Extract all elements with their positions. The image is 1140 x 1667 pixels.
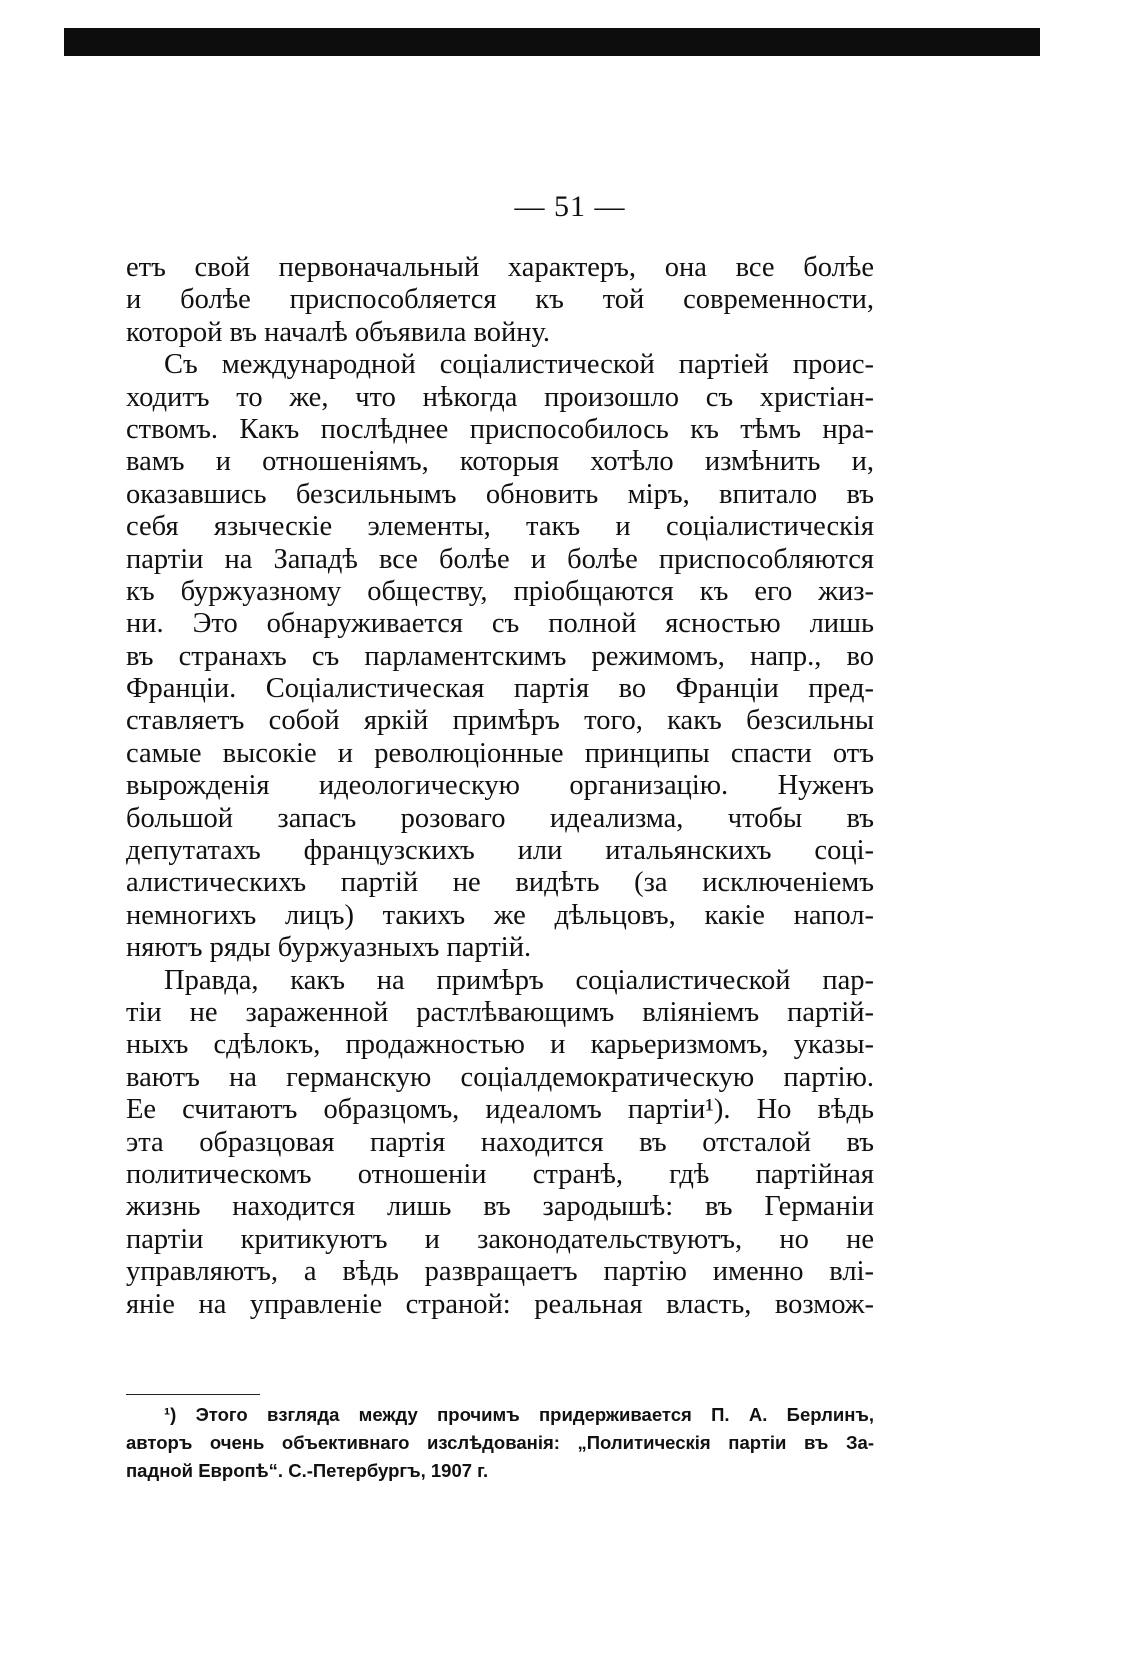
text-line: ныхъ сдѣлокъ, продажностью и карьеризмомъ, указы- <box>126 1029 874 1061</box>
text-line: въ странахъ съ парламентскимъ режимомъ, напр., во <box>126 640 874 672</box>
text-line: ставляетъ собой яркій примѣръ того, какъ безсильны <box>126 705 874 737</box>
text-line: оказавшись безсильнымъ обновить міръ, впитало въ <box>126 478 874 510</box>
text-line: ствомъ. Какъ послѣднее приспособилось къ тѣмъ нра- <box>126 413 874 445</box>
text-line: управляютъ, а вѣдь развращаетъ партію именно влі- <box>126 1256 874 1288</box>
text-line: эта образцовая партія находится въ отсталой въ <box>126 1126 874 1158</box>
text-line: тіи не зараженной растлѣвающимъ вліяніемъ партій- <box>126 996 874 1028</box>
text-line: Франціи. Соціалистическая партія во Франціи пред- <box>126 673 874 705</box>
text-line: къ буржуазному обществу, пріобщаются къ его жиз- <box>126 575 874 607</box>
text-line: Правда, какъ на примѣръ соціалистической пар- <box>164 964 874 996</box>
body-text <box>126 252 874 1321</box>
text-line: жизнь находится лишь въ зародышѣ: въ Германіи <box>126 1191 874 1223</box>
text-line: политическомъ отношеніи странѣ, гдѣ партійная <box>126 1158 874 1190</box>
text-line: самые высокіе и революціонные принципы спасти отъ <box>126 737 874 769</box>
text-line: алистическихъ партій не видѣть (за исключеніемъ <box>126 867 874 899</box>
footnote <box>126 1401 874 1485</box>
text-line: етъ свой первоначальный характеръ, она все болѣе <box>126 252 874 283</box>
text-line: ваютъ на германскую соціалдемократическую партію. <box>126 1061 874 1093</box>
footnote-line: авторъ очень объективнаго изслѣдованія: „Политическія партіи въ За- <box>126 1432 874 1453</box>
text-line: партіи на Западѣ все болѣе и болѣе приспособляются <box>126 543 874 575</box>
text-line: партіи критикуютъ и законодательствуютъ, но не <box>126 1223 874 1255</box>
text-line: яніе на управленіе страной: реальная власть, возмож- <box>126 1288 874 1320</box>
text-line: себя языческіе элементы, такъ и соціалистическія <box>126 511 874 543</box>
footnote-divider <box>126 1394 260 1395</box>
scan-top-border <box>64 28 1040 56</box>
text-line: вырожденія идеологическую организацію. Нуженъ <box>126 770 874 802</box>
text-line: вамъ и отношеніямъ, которыя хотѣло измѣнить и, <box>126 446 874 478</box>
text-line: которой въ началѣ объявила войну. <box>126 316 551 348</box>
page-number: — 51 — <box>514 190 626 223</box>
text-line: депутатахъ французскихъ или итальянскихъ соці- <box>126 835 874 867</box>
text-line: большой запасъ розоваго идеализма, чтобы въ <box>126 802 874 834</box>
text-line: няютъ ряды буржуазныхъ партій. <box>126 932 532 964</box>
text-line: Съ международной соціалистической партіей проис- <box>164 349 874 381</box>
text-line: ходитъ то же, что нѣкогда произошло съ христіан- <box>126 381 874 413</box>
footnote-line: падной Европѣ“. С.-Петербургъ, 1907 г. <box>126 1460 489 1481</box>
text-line: и болѣе приспособляется къ той современности, <box>126 284 874 316</box>
text-line: ни. Это обнаруживается съ полной ясностью лишь <box>126 608 874 640</box>
footnote-line: ¹) Этого взгляда между прочимъ придерживается П. А. Берлинъ, <box>164 1404 874 1425</box>
text-line: Ее считаютъ образцомъ, идеаломъ партіи¹). Но вѣдь <box>126 1094 874 1126</box>
text-line: немногихъ лицъ) такихъ же дѣльцовъ, какіе напол- <box>126 899 874 931</box>
